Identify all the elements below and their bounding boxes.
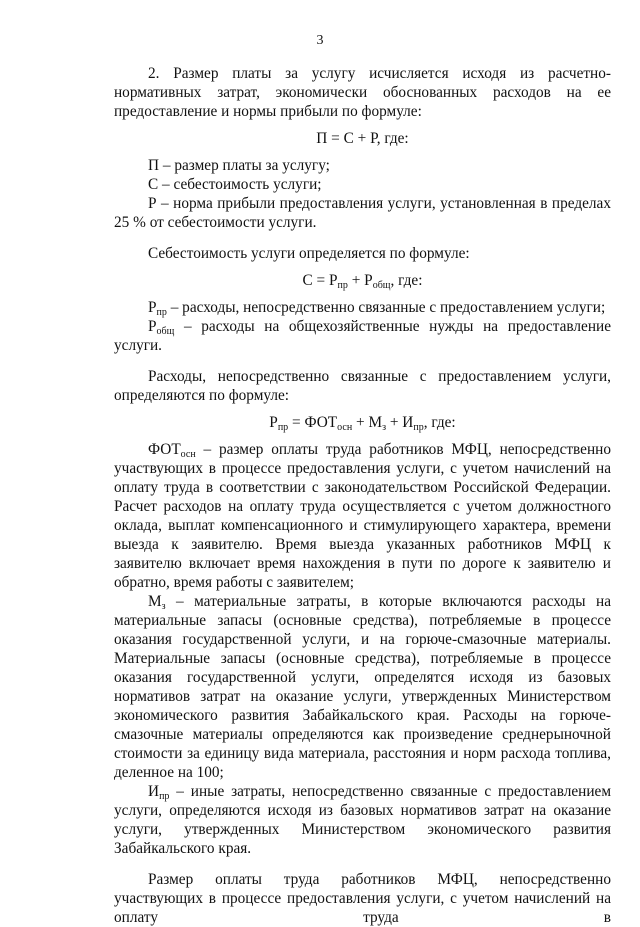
paragraph-final: Размер оплаты труда работников МФЦ, непосредственно участвующих в процессе предоставления услуги, с учетом начислений на оплату труда в bbox=[114, 871, 611, 926]
definition-p: П – размер платы за услугу; bbox=[148, 157, 330, 174]
formula-cost: $С = Р_{пр} + Р_{общ}$, где: bbox=[302, 272, 423, 291]
definition-ipr: $И_{пр}$ – иные затраты, непосредственно связанные с предоставлением услуги, определяются исходя из базовых нормативов затрат на оказание услуги, утвержденных Министерством экономического развития Забайкальского края. bbox=[114, 783, 611, 857]
formula-direct: $Р_{пр} = ФОТ_{осн} + М_з + И_{пр}$, где: bbox=[269, 414, 456, 433]
document-body bbox=[114, 64, 611, 927]
definition-r: Р – норма прибыли предоставления услуги, установленная в пределах 25 % от себестоимости услуги. bbox=[114, 195, 611, 231]
formula-main: П = С + Р, где: bbox=[316, 130, 409, 147]
definition-robsh: $Р_{общ}$ – расходы на общехозяйственные нужды на предоставление услуги. bbox=[114, 318, 611, 354]
definition-rpr: $Р_{пр}$ – расходы, непосредственно связанные с предоставлением услуги; bbox=[148, 299, 606, 318]
definition-c: С – себестоимость услуги; bbox=[148, 176, 322, 193]
page-number: 3 bbox=[316, 33, 324, 48]
definition-mz: $М_з$ – материальные затраты, в которые включаются расходы на материальные запасы (основные средства), потребляемые в процессе оказания государственной услуги, и на горюче-смазочные материалы. Материальные запасы (основные средства), потребляемые в процессе оказания государственной услуги, определятся исходя из базовых нормативов затрат на оказание услуги, утвержденных Министерством экономического развития Забайкальского края. Расходы на горюче-смазочные материалы определяются как произведение среднерыночной стоимости за единицу вида материала, расстояния и норм расхода топлива, деленное на 100; bbox=[114, 593, 611, 781]
paragraph-cost-intro: Себестоимость услуги определяется по формуле: bbox=[148, 245, 470, 262]
paragraph-direct-intro: Расходы, непосредственно связанные с предоставлением услуги, определяются по формуле: bbox=[114, 368, 611, 404]
definition-fot: $ФОТ_{осн}$ – размер оплаты труда работников МФЦ, непосредственно участвующих в процессе предоставления услуги, с учетом начислений на оплату труда в соответствии с законодательством Российской Федерации. Расчет расходов на оплату труда осуществляется с учетом должностного оклада, выплат компенсационного и стимулирующего характера, времени выезда к заявителю. Время выезда указанных работников МФЦ к заявителю включает время нахождения в пути по дороге к заявителю и обратно, время работы с заявителем; bbox=[114, 441, 611, 591]
paragraph-intro: 2. Размер платы за услугу исчисляется исходя из расчетно-нормативных затрат, экономически обоснованных расходов на ее предоставление и нормы прибыли по формуле: bbox=[114, 65, 611, 120]
